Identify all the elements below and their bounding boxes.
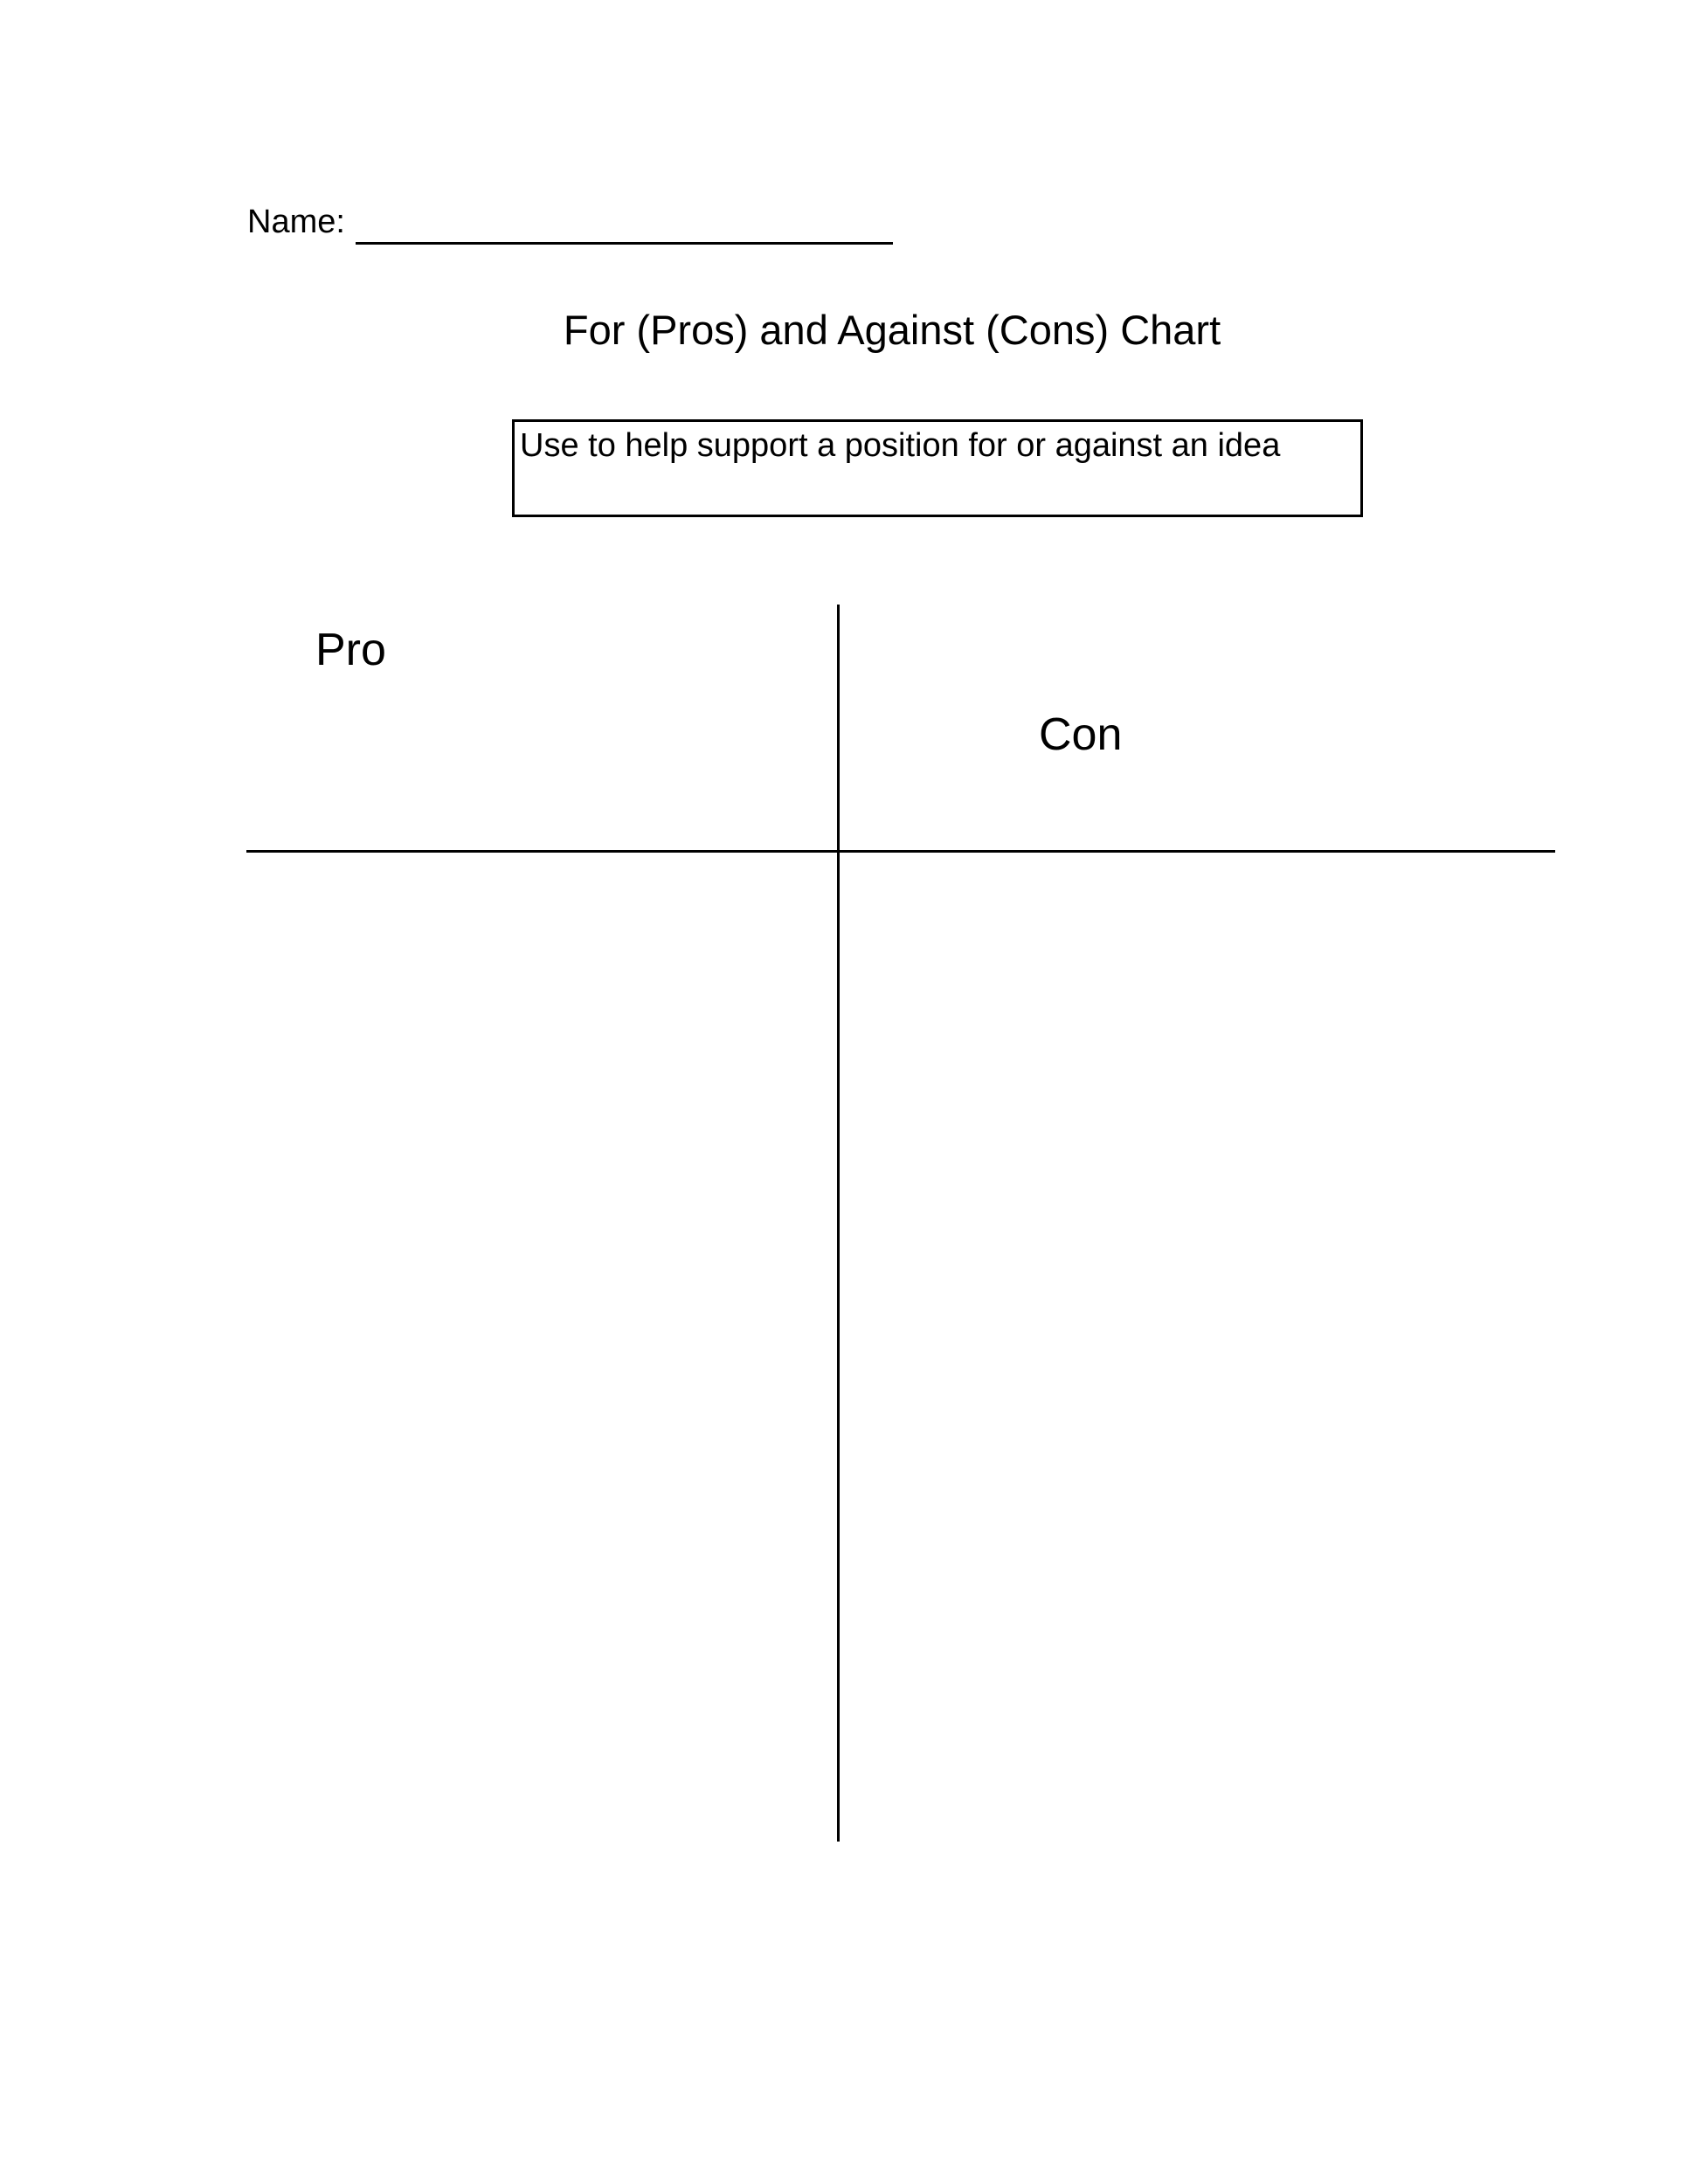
instruction-text: Use to help support a position for or against an idea	[520, 427, 1281, 464]
page-title: For (Pros) and Against (Cons) Chart	[563, 307, 1221, 353]
instruction-box	[512, 419, 1363, 517]
name-label: Name:	[247, 204, 345, 240]
name-blank-line[interactable]	[356, 207, 893, 245]
pro-writing-area[interactable]	[246, 853, 837, 1842]
pro-heading: Pro	[315, 625, 386, 675]
name-field	[247, 199, 893, 245]
con-heading: Con	[1039, 709, 1123, 760]
con-writing-area[interactable]	[840, 853, 1555, 1842]
